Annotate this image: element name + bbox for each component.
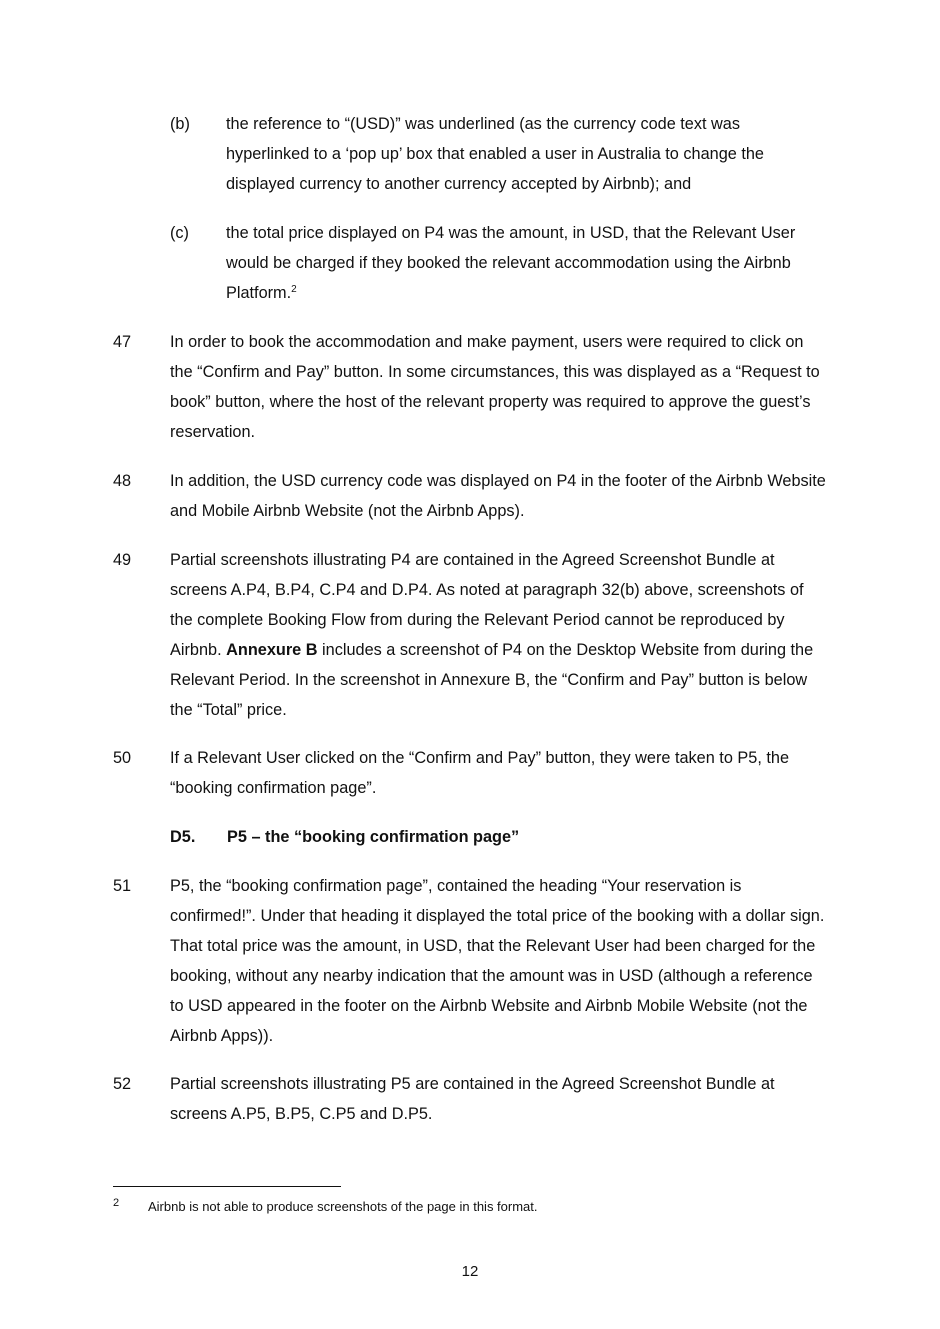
paragraph-text: Partial screenshots illustrating P5 are contained in the Agreed Screenshot Bundle at screens A.P5, B.P5, C.P5 and D.P5. (170, 1075, 775, 1123)
paragraph-text-part: Partial screenshots illustrating P4 are contained in the Agreed Screenshot Bundle at screens A.P4, B.P4, C.P4 and D.P4. As noted at paragraph 32(b) above, screenshots of the complete Booking Flow from during the Relevant Period cannot be reproduced by Airbnb. (170, 551, 804, 659)
annexure-reference: Annexure B (226, 641, 318, 659)
sub-item-text: the total price displayed on P4 was the amount, in USD, that the Relevant User would be charged if they booked the relevant accommodation using the Airbnb Platform. (226, 224, 796, 302)
footnote-text: Airbnb is not able to produce screenshots of the page in this format. (148, 1199, 538, 1214)
paragraph-number: 49 (113, 551, 132, 569)
sub-item-text-wrapper (226, 218, 826, 308)
sub-item-label: (c) (170, 224, 189, 242)
section-heading-number: D5. (170, 828, 196, 846)
footnote-separator (113, 1186, 341, 1187)
paragraph-number: 47 (113, 333, 132, 351)
footnote-number: 2 (113, 1197, 120, 1209)
section-heading-title: P5 – the “booking confirmation page” (227, 828, 520, 846)
paragraph-text: If a Relevant User clicked on the “Confirm and Pay” button, they were taken to P5, the “booking confirmation page”. (170, 749, 790, 797)
sub-item-label: (b) (170, 115, 190, 133)
sub-item-text: the reference to “(USD)” was underlined (as the currency code text was hyperlinked to a ‘pop up’ box that enabled a user in Australia to change the displayed currency to another currency accepted by Airbnb); and (226, 115, 764, 193)
footnote-reference[interactable]: 2 (291, 284, 297, 295)
paragraph-number: 48 (113, 472, 132, 490)
paragraph-number: 50 (113, 749, 132, 767)
paragraph-text: In order to book the accommodation and make payment, users were required to click on the “Confirm and Pay” button. In some circumstances, this was displayed as a “Request to book” button, where the host of the relevant property was required to approve the guest’s reservation. (170, 333, 820, 441)
paragraph-text: P5, the “booking confirmation page”, contained the heading “Your reservation is confirmed!”. Under that heading it displayed the total price of the booking with a dollar sign. That total price was the amount, in USD, that the Relevant User had been charged for the booking, without any nearby indication that the amount was in USD (although a reference to USD appeared in the footer on the Airbnb Website and Airbnb Mobile Website (not the Airbnb Apps)). (170, 877, 825, 1045)
paragraph-number: 52 (113, 1075, 132, 1093)
paragraph-text: In addition, the USD currency code was displayed on P4 in the footer of the Airbnb Website and Mobile Airbnb Website (not the Airbnb Apps). (170, 472, 826, 520)
paragraph-text (170, 545, 830, 725)
paragraph-text-part: includes a screenshot of P4 on the Desktop Website from during the Relevant Period. In the screenshot in Annexure B, the “Confirm and Pay” button is below the “Total” price. (170, 641, 814, 719)
page-number: 12 (461, 1263, 479, 1280)
paragraph-number: 51 (113, 877, 132, 895)
